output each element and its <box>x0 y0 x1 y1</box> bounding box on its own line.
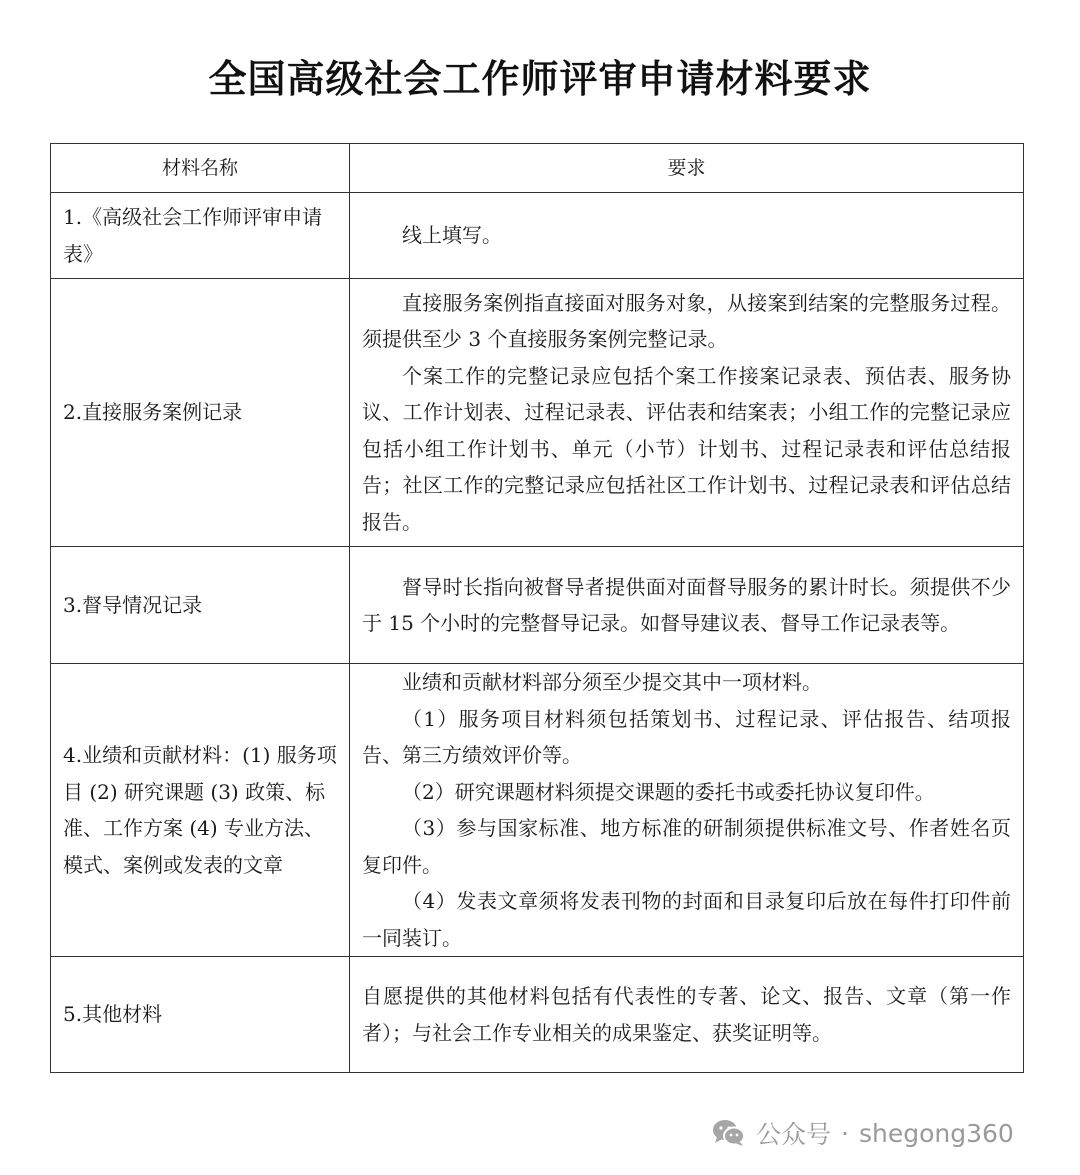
table-header-row <box>51 144 1024 193</box>
table-row <box>51 664 1024 957</box>
wechat-icon <box>712 1118 746 1148</box>
header-requirements: 要求 <box>350 144 1024 193</box>
requirement-paragraph: 直接服务案例指直接面对服务对象，从接案到结案的完整服务过程。须提供至少 3 个直接服务案例完整记录。 <box>362 290 1011 352</box>
requirements-cell <box>350 279 1024 547</box>
table-row <box>51 279 1024 547</box>
requirements-cell <box>350 957 1024 1073</box>
requirement-paragraph: 业绩和贡献材料部分须至少提交其中一项材料。 <box>402 670 822 694</box>
requirement-paragraph: （1）服务项目材料须包括策划书、过程记录、评估报告、结项报告、第三方绩效评价等。 <box>362 706 1011 767</box>
watermark <box>712 1113 1014 1153</box>
requirements-cell <box>350 664 1024 957</box>
watermark-platform: 公众号 <box>756 1120 832 1149</box>
requirements-table <box>50 143 1024 1073</box>
requirement-paragraph: （3）参与国家标准、地方标准的研制须提供标准文号、作者姓名页复印件。 <box>362 816 1011 877</box>
requirement-paragraph: （4）发表文章须将发表刊物的封面和目录复印后放在每件打印件前一同装订。 <box>362 889 1011 950</box>
table-row <box>51 547 1024 664</box>
material-name-cell: 1.《高级社会工作师评审申请表》 <box>51 193 350 279</box>
material-name-cell: 5.其他材料 <box>51 957 350 1073</box>
material-name-cell: 3.督导情况记录 <box>51 547 350 664</box>
requirements-cell <box>350 193 1024 279</box>
header-material-name: 材料名称 <box>51 144 350 193</box>
table-row <box>51 957 1024 1073</box>
requirement-paragraph: （2）研究课题材料须提交课题的委托书或委托协议复印件。 <box>402 779 935 804</box>
requirement-paragraph: 线上填写。 <box>402 223 502 248</box>
table-row <box>51 193 1024 279</box>
requirement-paragraph: 个案工作的完整记录应包括个案工作接案记录表、预估表、服务协议、工作计划表、过程记录表、评估表和结案表；小组工作的完整记录应包括小组工作计划书、单元（小节）计划书、过程记录表和评估总结报告；社区工作的完整记录应包括社区工作计划书、过程记录表和评估总结报告。 <box>362 363 1011 534</box>
watermark-account: shegong360 <box>858 1118 1014 1148</box>
document-title: 全国高级社会工作师评审申请材料要求 <box>208 57 872 101</box>
watermark-separator: · <box>841 1118 849 1148</box>
material-name-cell: 2.直接服务案例记录 <box>51 279 350 547</box>
material-name-cell: 4.业绩和贡献材料：(1) 服务项目 (2) 研究课题 (3) 政策、标准、工作方案 (4) 专业方法、模式、案例或发表的文章 <box>51 664 350 957</box>
requirement-paragraph: 自愿提供的其他材料包括有代表性的专著、论文、报告、文章（第一作者）；与社会工作专业相关的成果鉴定、获奖证明等。 <box>362 984 1011 1045</box>
requirement-paragraph: 督导时长指向被督导者提供面对面督导服务的累计时长。须提供不少于 15 个小时的完整督导记录。如督导建议表、督导工作记录表等。 <box>362 574 1011 635</box>
requirements-cell <box>350 547 1024 664</box>
